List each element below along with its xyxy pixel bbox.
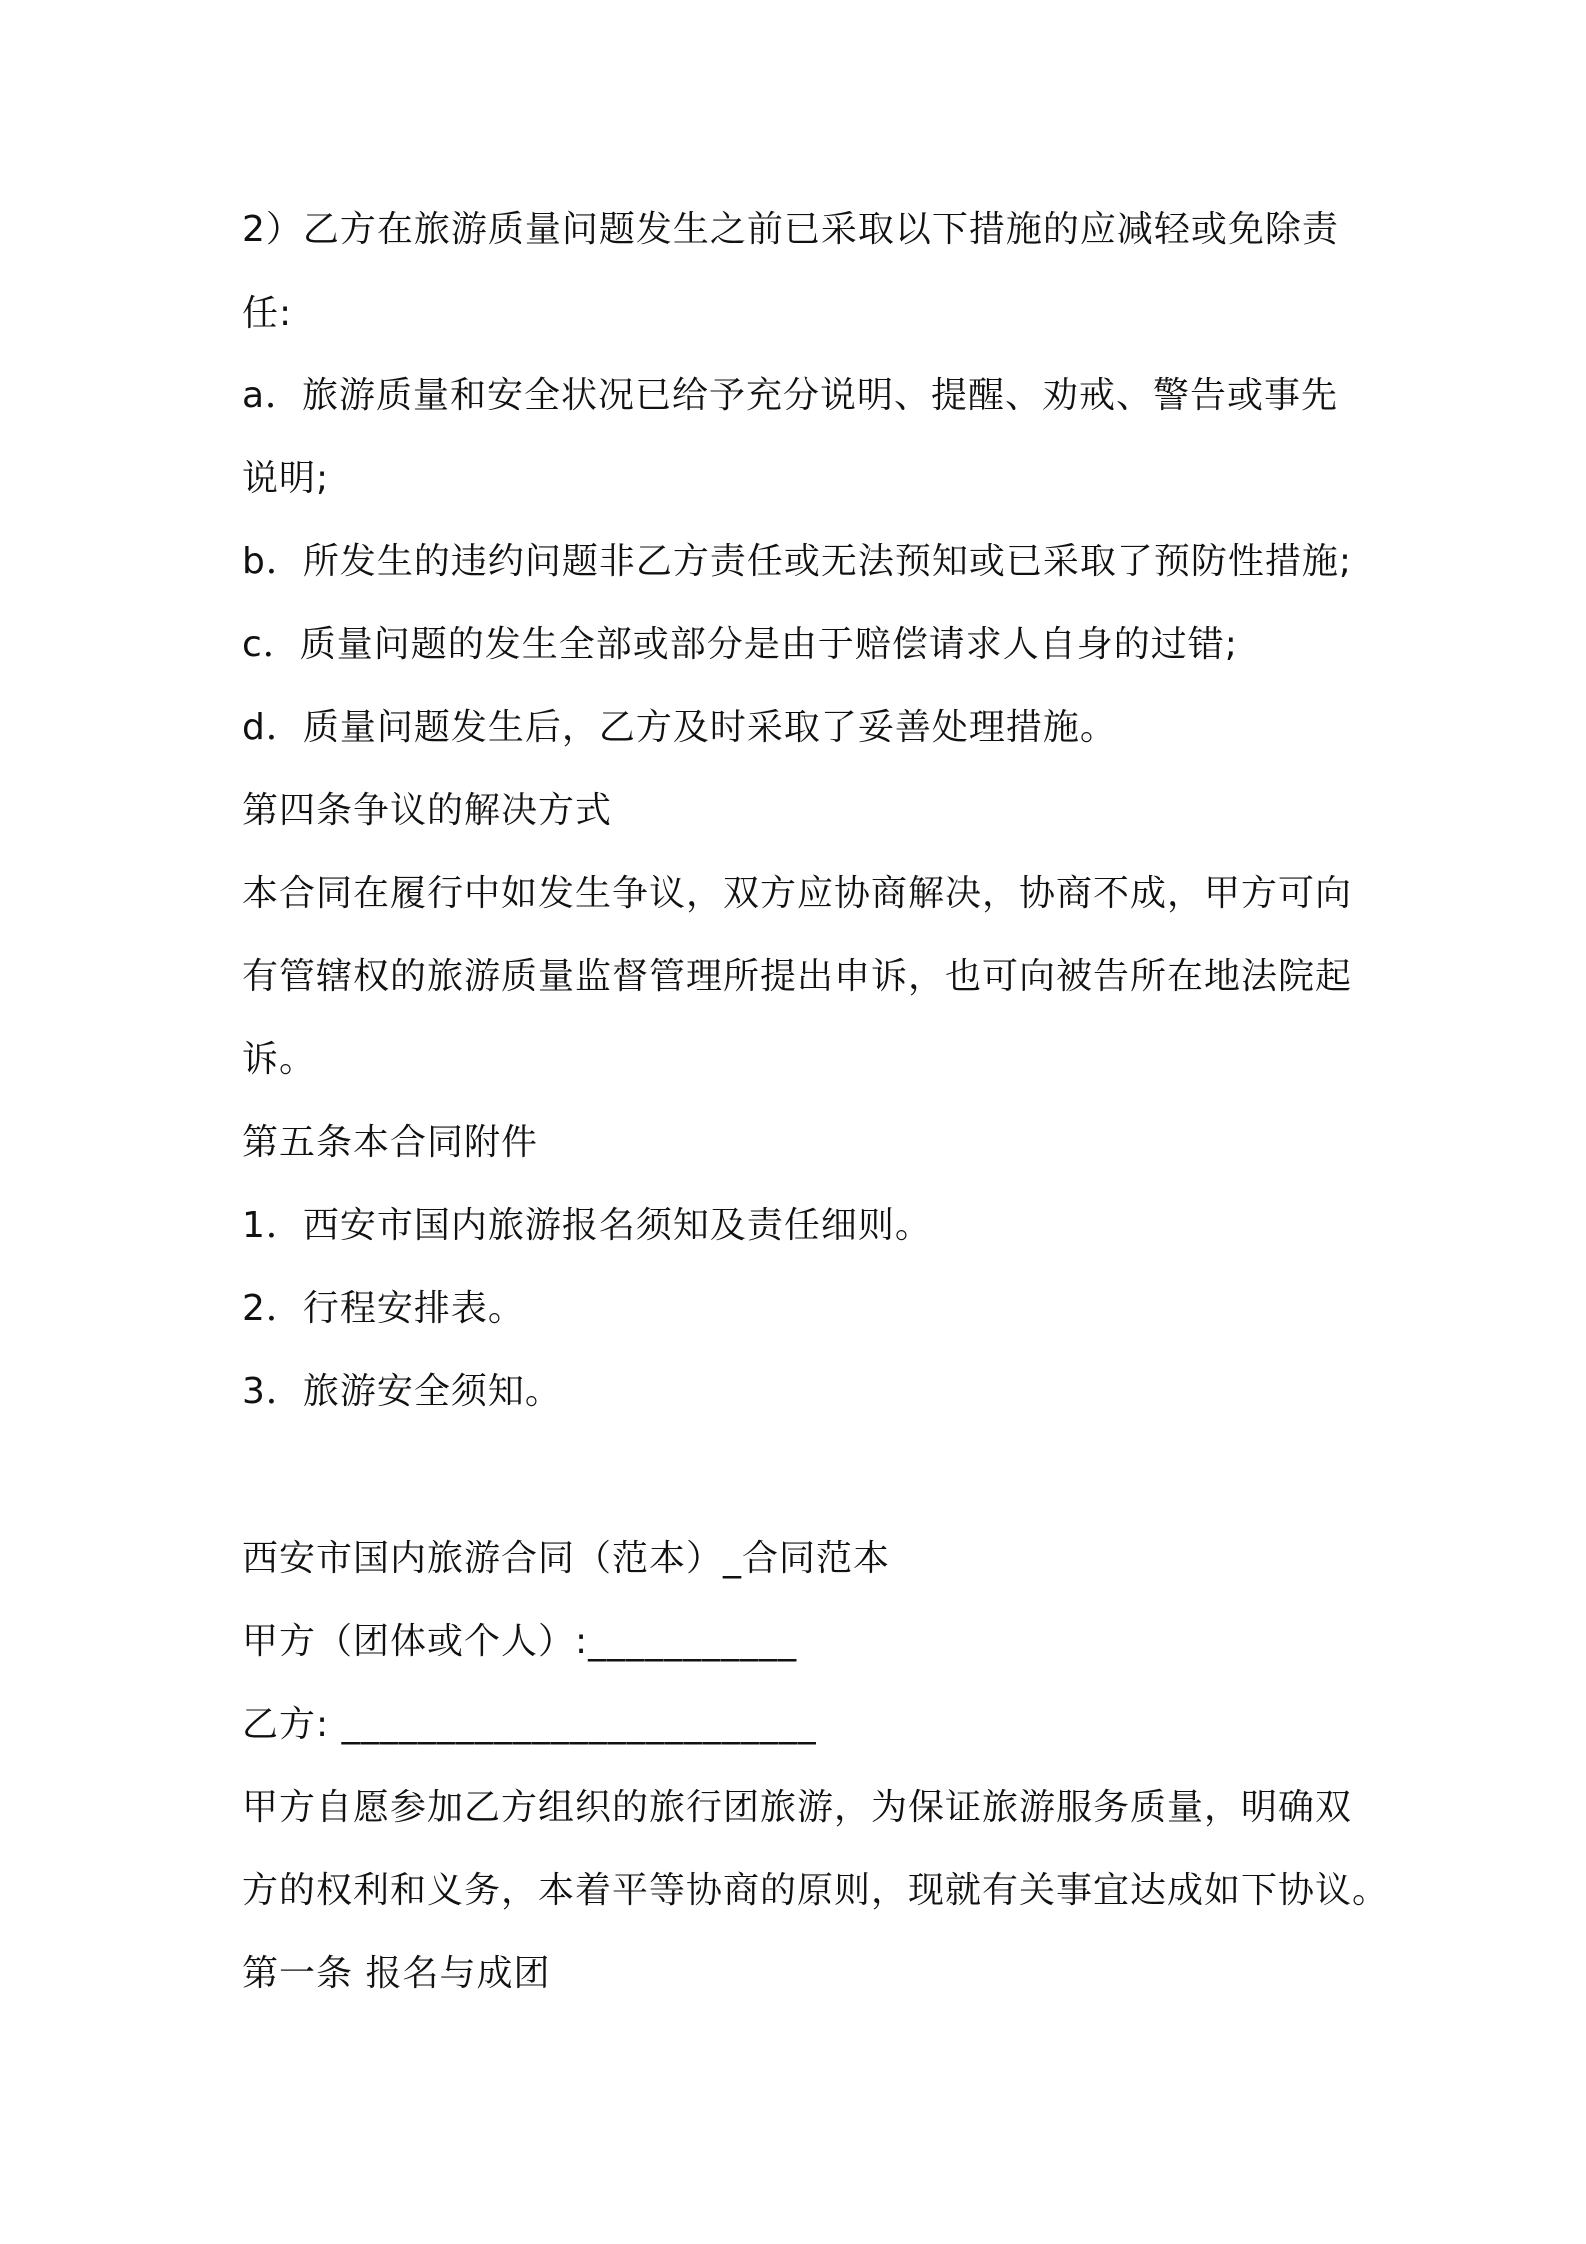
attachment-2: 2．行程安排表。 [242, 1288, 525, 1329]
party-b-line: 乙方: _________________________ [242, 1704, 817, 1745]
party-a-line: 甲方（团体或个人）:___________ [242, 1621, 798, 1662]
item-a-line-2: 说明; [242, 458, 330, 499]
article-1-heading: 第一条 报名与成团 [242, 1953, 551, 1994]
article-4-body-line-3: 诉。 [242, 1039, 317, 1080]
article-4-body-line-2: 有管辖权的旅游质量监督管理所提出申诉，也可向被告所在地法院起 [242, 956, 1353, 997]
clause-2-intro-line-1: 2）乙方在旅游质量问题发生之前已采取以下措施的应减轻或免除责 [242, 209, 1339, 250]
contract-title: 西安市国内旅游合同（范本）_合同范本 [242, 1538, 891, 1579]
item-d: d．质量问题发生后，乙方及时采取了妥善处理措施。 [242, 707, 1117, 748]
clause-2-intro-line-2: 任: [242, 293, 293, 334]
item-c: c．质量问题的发生全部或部分是由于赔偿请求人自身的过错; [242, 624, 1238, 665]
preamble-line-1: 甲方自愿参加乙方组织的旅行团旅游，为保证旅游服务质量，明确双 [242, 1787, 1353, 1828]
attachment-3: 3．旅游安全须知。 [242, 1371, 562, 1412]
article-4-heading: 第四条争议的解决方式 [242, 790, 613, 831]
preamble-line-2: 方的权利和义务，本着平等协商的原则，现就有关事宜达成如下协议。 [242, 1870, 1390, 1911]
attachment-1: 1．西安市国内旅游报名须知及责任细则。 [242, 1205, 932, 1246]
article-4-body-line-1: 本合同在履行中如发生争议，双方应协商解决，协商不成，甲方可向 [242, 873, 1353, 914]
item-b: b．所发生的违约问题非乙方责任或无法预知或已采取了预防性措施; [242, 541, 1352, 582]
article-5-heading: 第五条本合同附件 [242, 1122, 539, 1163]
item-a-line-1: a．旅游质量和安全状况已给予充分说明、提醒、劝戒、警告或事先 [242, 375, 1339, 416]
